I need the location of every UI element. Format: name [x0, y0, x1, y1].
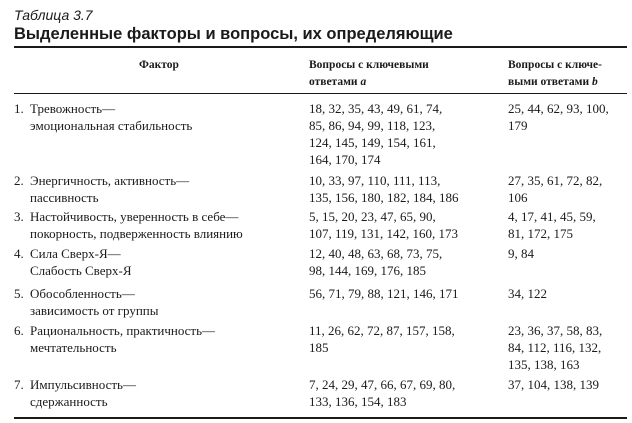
- column-header-a-line2: [309, 74, 429, 91]
- answers-a-cell: 12, 40, 48, 63, 68, 73, 75, 98, 144, 169, 176, 185: [309, 246, 443, 278]
- factor-cell: Рациональность, практичность— мечтательность: [30, 323, 216, 355]
- row-number: 4.: [14, 246, 24, 261]
- row-number: 7.: [14, 377, 24, 392]
- answers-a-cell: 7, 24, 29, 47, 66, 67, 69, 80, 133, 136, 154, 183: [309, 377, 456, 409]
- table-header-rule: [14, 93, 627, 94]
- factor-cell: Тревожность— эмоциональная стабильность: [30, 101, 193, 133]
- answers-b-cell: 27, 35, 61, 72, 82, 106: [508, 173, 603, 205]
- answers-b-cell: 25, 44, 62, 93, 100, 179: [508, 101, 609, 133]
- factor-cell: Импульсивность— сдержанность: [30, 377, 136, 409]
- column-header-b-line2: [508, 74, 602, 91]
- column-header-b-prefix: выми ответами: [508, 76, 592, 88]
- column-header-answers-b: [508, 57, 602, 91]
- answers-a-cell: 5, 15, 20, 23, 47, 65, 90, 107, 119, 131, 142, 160, 173: [309, 209, 459, 241]
- table-title: Выделенные факторы и вопросы, их определяющие: [14, 25, 453, 43]
- answers-b-cell: 9, 84: [508, 246, 534, 261]
- factor-cell: Энергичность, активность— пассивность: [30, 173, 190, 205]
- answers-a-cell: 10, 33, 97, 110, 111, 113, 135, 156, 180, 182, 184, 186: [309, 173, 459, 205]
- row-number: 3.: [14, 209, 24, 224]
- answers-b-cell: 34, 122: [508, 286, 547, 301]
- row-number: 1.: [14, 101, 24, 116]
- row-number: 5.: [14, 286, 24, 301]
- answers-b-cell: 37, 104, 138, 139: [508, 377, 599, 392]
- factor-cell: Сила Сверх-Я— Слабость Сверх-Я: [30, 246, 132, 278]
- column-header-answers-a: [309, 57, 429, 91]
- factor-cell: Обособленность— зависимость от группы: [30, 286, 159, 318]
- table-bottom-rule: [14, 417, 627, 419]
- table-caption: Таблица 3.7: [14, 7, 93, 23]
- answers-a-cell: 56, 71, 79, 88, 121, 146, 171: [309, 286, 459, 301]
- column-header-a-prefix: ответами: [309, 76, 361, 88]
- column-header-b-line1: Вопросы с ключе-: [508, 59, 602, 71]
- column-header-b-letter: b: [591, 76, 598, 88]
- row-number: 2.: [14, 173, 24, 188]
- answers-b-cell: 23, 36, 37, 58, 83, 84, 112, 116, 132, 135, 138, 163: [508, 323, 603, 372]
- column-header-a-line1: Вопросы с ключевыми: [309, 59, 429, 71]
- answers-b-cell: 4, 17, 41, 45, 59, 81, 172, 175: [508, 209, 596, 241]
- row-number: 6.: [14, 323, 24, 338]
- answers-a-cell: 11, 26, 62, 72, 87, 157, 158, 185: [309, 323, 455, 355]
- factor-cell: Настойчивость, уверенность в себе— покорность, подверженность влиянию: [30, 209, 243, 241]
- column-header-factor: Фактор: [139, 59, 179, 71]
- answers-a-cell: 18, 32, 35, 43, 49, 61, 74, 85, 86, 94, 99, 118, 123, 124, 145, 149, 154, 161, 164, 170, 174: [309, 101, 443, 167]
- table-top-rule: [14, 46, 627, 48]
- column-header-a-letter: a: [360, 76, 367, 88]
